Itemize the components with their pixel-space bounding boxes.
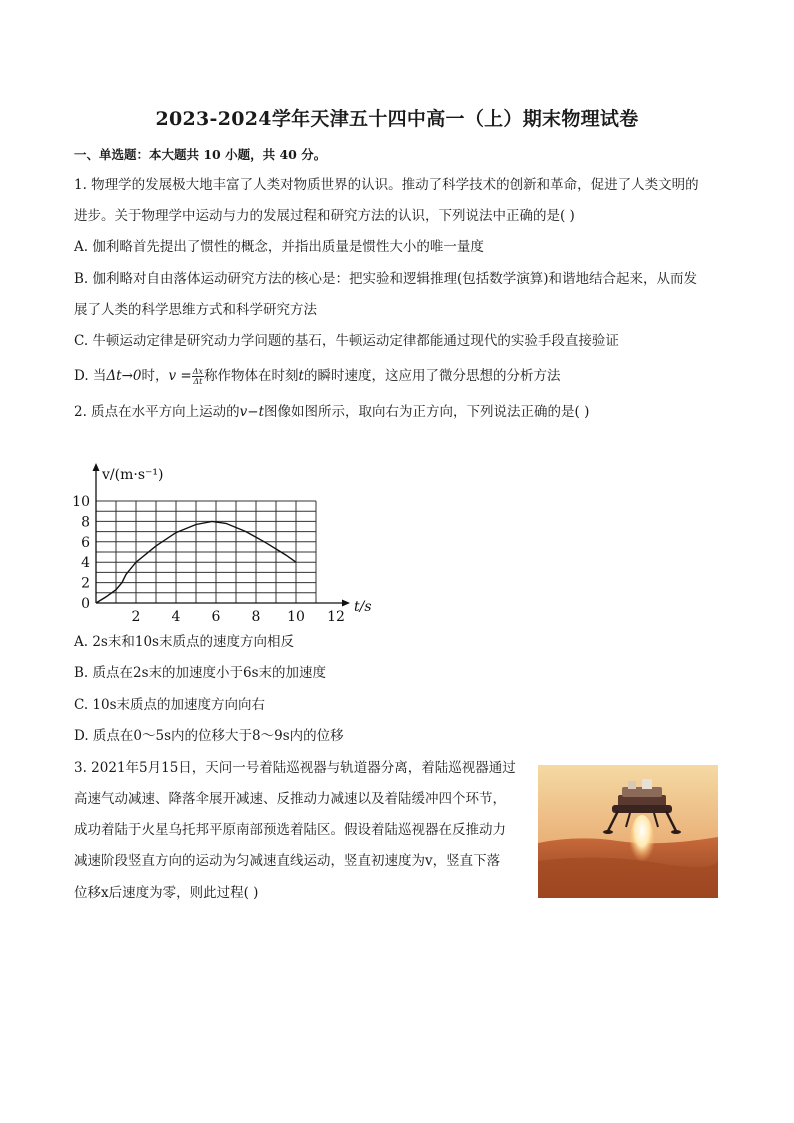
q1-option-a: A. 伽利略首先提出了惯性的概念，并指出质量是惯性大小的唯一量度 bbox=[74, 239, 484, 255]
q3-line1: 3. 2021年5月15日，天问一号着陆巡视器与轨道器分离，着陆巡视器通过 bbox=[74, 760, 516, 776]
q1-option-b-line2: 展了人类的科学思维方式和科学研究方法 bbox=[74, 302, 317, 318]
thruster-flame bbox=[630, 815, 654, 867]
x-tick-label: 2 bbox=[131, 609, 141, 625]
q1-stem-line1: 1. 物理学的发展极大地丰富了人类对物质世界的认识。推动了科学技术的创新和革命，促进了人类文明的 bbox=[74, 177, 699, 193]
q1-d-denominator: Δt bbox=[193, 377, 203, 386]
q3-line3: 成功着陆于火星乌托邦平原南部预选着陆区。假设着陆巡视器在反推动力 bbox=[74, 822, 506, 838]
q1-option-c: C. 牛顿运动定律是研究动力学问题的基石，牛顿运动定律都能通过现代的实验手段直接验证 bbox=[74, 333, 619, 349]
q1-d-mid1: 时， bbox=[141, 368, 169, 384]
q1-d-numerator: Δx bbox=[192, 367, 204, 376]
page-title: 2023-2024学年天津五十四中高一（上）期末物理试卷 bbox=[155, 108, 639, 130]
y-tick-label: 4 bbox=[81, 555, 90, 572]
q2-option-c: C. 10s末质点的加速度方向向右 bbox=[74, 697, 266, 713]
y-tick-label: 2 bbox=[81, 575, 90, 592]
x-tick-label: 4 bbox=[171, 609, 181, 625]
q3-line2: 高速气动减速、降落伞展开减速、反推动力减速以及着陆缓冲四个环节， bbox=[74, 791, 506, 807]
q2-option-a: A. 2s末和10s末质点的速度方向相反 bbox=[74, 634, 294, 650]
q1-d-suffix: 的瞬时速度，这应用了微分思想的分析方法 bbox=[303, 368, 561, 384]
q3-line5: 位移x后速度为零，则此过程( ) bbox=[74, 885, 259, 901]
q1-d-delta-t: Δt→0 bbox=[106, 368, 142, 384]
q2-stem-vt: v−t bbox=[239, 404, 265, 420]
section-heading: 一、单选题：本大题共 10 小题，共 40 分。 bbox=[74, 147, 327, 162]
y-tick-label: 0 bbox=[81, 596, 90, 612]
q2-stem-suffix: 图像如图所示，取向右为正方向，下列说法正确的是( ) bbox=[264, 404, 590, 420]
q1-d-v: v = bbox=[168, 368, 192, 384]
q1-d-mid2: 称作物体在时刻 bbox=[204, 368, 299, 384]
y-axis-arrow bbox=[93, 463, 100, 471]
q1-d-t: t bbox=[298, 368, 304, 384]
q2-stem bbox=[74, 403, 589, 421]
vt-chart bbox=[66, 455, 376, 625]
q1-d-prefix: D. 当 bbox=[74, 368, 107, 384]
q1-option-b-line1: B. 伽利略对自由落体运动研究方法的核心是：把实验和逻辑推理(包括数学演算)和谐地结合起来，从而发 bbox=[74, 271, 698, 287]
y-axis-label: v/(m·s⁻¹) bbox=[102, 467, 164, 483]
x-axis-label: t/s bbox=[354, 599, 372, 615]
x-axis-arrow bbox=[342, 600, 350, 607]
x-tick-label: 12 bbox=[327, 609, 345, 625]
x-tick-label: 8 bbox=[251, 609, 261, 625]
q1-option-d bbox=[74, 367, 560, 386]
y-tick-label: 6 bbox=[81, 534, 90, 551]
x-tick-label: 10 bbox=[287, 609, 305, 625]
q2-option-d: D. 质点在0～5s内的位移大于8～9s内的位移 bbox=[74, 728, 344, 744]
y-tick-label: 8 bbox=[81, 514, 90, 531]
q3-line4: 减速阶段竖直方向的运动为匀减速直线运动，竖直初速度为v，竖直下落 bbox=[74, 853, 501, 869]
q2-option-b: B. 质点在2s末的加速度小于6s末的加速度 bbox=[74, 665, 327, 681]
q1-stem-line2: 进步。关于物理学中运动与力的发展过程和研究方法的认识，下列说法中正确的是( ) bbox=[74, 208, 575, 224]
x-tick-label: 6 bbox=[211, 609, 221, 625]
mars-lander-image bbox=[538, 765, 718, 898]
q1-d-fraction bbox=[192, 367, 204, 386]
q2-stem-prefix: 2. 质点在水平方向上运动的 bbox=[74, 404, 240, 420]
y-tick-label: 10 bbox=[72, 494, 90, 510]
